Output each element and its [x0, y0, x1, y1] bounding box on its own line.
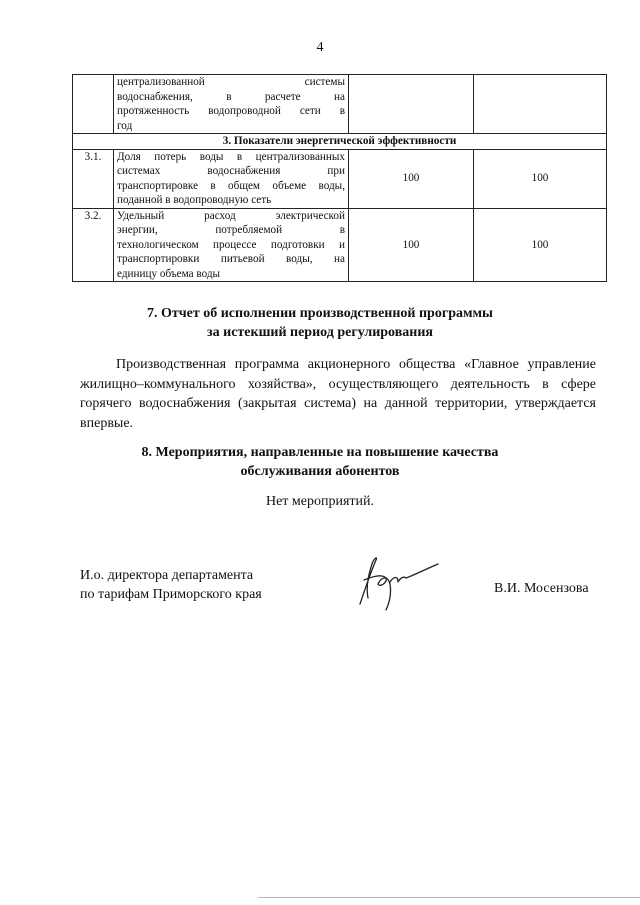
value-cell: 100 — [474, 149, 607, 208]
name-line: протяженность водопроводной сети в — [117, 105, 345, 117]
signer-position-line2: по тарифам Приморского края — [80, 587, 262, 602]
name-line: технологическом процессе подготовки и — [117, 238, 345, 251]
signer-position-line1: И.о. директора департамента — [80, 568, 254, 583]
section-row — [73, 134, 607, 150]
section-7-title-line2: за истекший период регулирования — [207, 325, 433, 340]
indicator-name-cell — [114, 208, 349, 282]
value-cell: 100 — [474, 208, 607, 282]
name-line: транспортировки питьевой воды, на — [117, 253, 345, 265]
page-number: 4 — [316, 40, 324, 55]
name-line: транспортировке в общем объеме воды, — [117, 179, 345, 192]
handwritten-signature — [352, 554, 442, 612]
name-line: единицу объема воды — [117, 267, 221, 280]
name-line: Доля потерь воды в централизованных — [117, 150, 345, 163]
section-8-title — [0, 443, 640, 481]
value-cell: 100 — [349, 208, 474, 282]
indicator-name-cell — [114, 75, 349, 134]
table-row — [73, 208, 607, 282]
indicators-table — [72, 74, 607, 282]
table-row — [73, 149, 607, 208]
row-number-cell — [73, 75, 114, 134]
name-line: водоснабжения, в расчете на — [117, 90, 345, 103]
value-cell — [474, 75, 607, 134]
signer-position — [80, 566, 262, 604]
row-number-cell: 3.2. — [73, 208, 114, 282]
name-line: энергии, потребляемой в — [117, 224, 345, 236]
section-7-title — [0, 304, 640, 342]
name-line: централизованной системы — [117, 76, 345, 88]
section-8-title-line1: 8. Мероприятия, направленные на повышение качества — [141, 445, 499, 460]
value-cell — [349, 75, 474, 134]
row-number-cell: 3.1. — [73, 149, 114, 208]
no-activities-text: Нет мероприятий. — [265, 494, 375, 509]
section-title-cell: 3. Показатели энергетической эффективности — [73, 134, 607, 150]
name-line: поданной в водопроводную сеть — [117, 194, 272, 206]
value-cell: 100 — [349, 149, 474, 208]
scan-edge-line — [258, 897, 640, 898]
table-row — [73, 75, 607, 134]
indicator-name-cell — [114, 149, 349, 208]
section-7-title-line1: 7. Отчет об исполнении производственной программы — [146, 306, 493, 321]
section-7-paragraph: Производственная программа акционерного общества «Главное управление жилищно–коммунального хозяйства», осуществляющего деятельность в сфере горячего водоснабжения (закрытая система) на данной территории, утверждается впервые. — [80, 357, 596, 431]
signer-name: В.И. Мосензова — [494, 581, 589, 596]
name-line: системах водоснабжения при — [117, 165, 345, 177]
name-line: год — [117, 119, 133, 132]
name-line: Удельный расход электрической — [117, 209, 345, 222]
section-8-title-line2: обслуживания абонентов — [240, 464, 400, 479]
